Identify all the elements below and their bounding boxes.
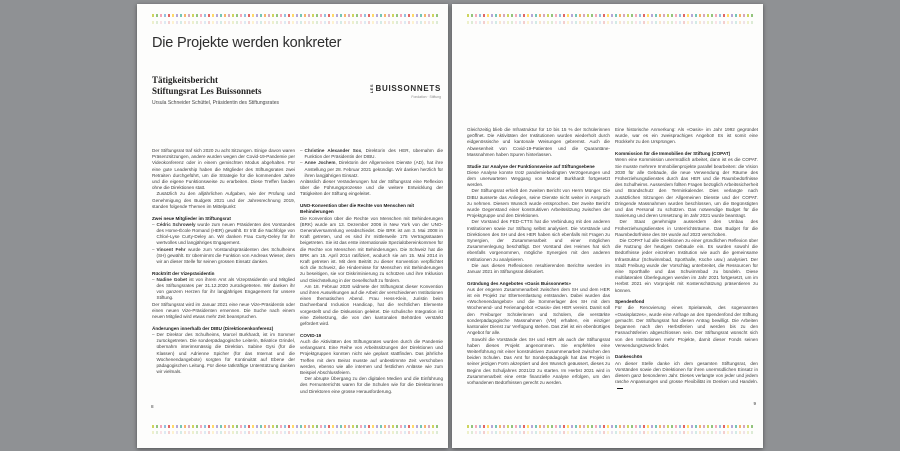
section-heading: Gründung des Angebotes «Oasis Buissonnets»: [467, 280, 571, 286]
confetti-rule-bottom-echo: [152, 431, 441, 434]
report-title-line2: Stiftungsrat Les Buissonnets: [152, 86, 262, 96]
page-number-left: 8: [151, 404, 154, 409]
logo-subtitle: Fondation · Stiftung: [411, 94, 441, 99]
logo-row: [370, 84, 441, 93]
confetti-rule-bottom: [467, 425, 756, 428]
paragraph: Auch die Aktivitäten des Stiftungsrates wurden durch die Pandemie verlangsamt. Eine Reihe von Arbeitssitzungen der Direktionen und Projektgruppen konnten nicht wie geplant stattfinden. Das jährliche Treffen mit dem Beirat musste auf unbestimmte Zeit verschoben werden, ebenso wie alle internen und festlichen Anlässe wie zum Beispiel Abschlussfeiern.: [300, 338, 443, 375]
bullet-item: – Nadine Gobet ist von ihrem Amt als Vizepräsidentin und Mitglied des Stiftungsrates per 31.12.2020 zurückgetreten. Wir danken ihr von ganzem Herzen für ihr langjähriges Engagement für unsere Stiftung.: [152, 276, 295, 301]
confetti-rule-top-echo: [467, 21, 756, 24]
bullet-item: – Der Direktor des Schulheims, Marcel Burkhardt, ist im Sommer zurückgetreten. Die sonderpädagogische Leiterin, Béatrice Grindel, übernahm interimsmässig die Direktion. Sabine Gysi (für die Klassen) und Adrienne Spicher (für das Internat und die Wochenendangebote) sorgten für Kontinuität auf Ebene der pädagogischen Leitung. Für diese tatkräftige Unterstützung danken wir vielmals.: [152, 331, 295, 375]
byline: Ursula Schneider Schüttel, Präsidentin des Stiftungsrates: [152, 100, 280, 106]
logo-wordmark: BUISSONNETS: [375, 84, 441, 94]
paragraph: Diese Analyse konnte trotz pandemiebedingten Verzögerungen und dem unerwarteten Weggang von Marcel Burkhardt fortgesetzt werden.: [467, 169, 610, 188]
section-heading: COVID-19: [300, 332, 322, 338]
paragraph: Der Vorstand des FED-CTTS hat die Verbindung mit den anderen Institutionen sowie zur Stiftung selbst analysiert. Die Vorstände und Direktionen des SH und des HER haben sich ebenfalls mit Fragen zu Synergien, der Zusammenarbeit und einer möglichen Zusammenlegung beschäftigt. Der Vorstand des Heimes hat sich ebenfalls vorgenommen, mögliche Synergien mit den anderen Institutionen zu analysieren.: [467, 219, 610, 262]
section-heading: Zwei neue Mitglieder im Stiftungsrat: [152, 215, 231, 221]
paragraph: Die aus diesen Reflexionen resultierenden Berichte werden im Januar 2021 im Stiftungsrat diskutiert.: [467, 262, 610, 274]
report-title: [152, 75, 262, 97]
section-heading: Dankeschön: [615, 354, 643, 360]
article-title: Die Projekte werden konkreter: [152, 35, 342, 51]
report-title-line1: Tätigkeitsbericht: [152, 75, 218, 85]
bullet-dash: –: [152, 331, 155, 337]
bullet-dash: –: [152, 276, 155, 282]
bullet-dash: –: [152, 246, 155, 252]
section-heading: Rücktritt der Vizepräsidentin: [152, 270, 215, 276]
bullet-dash: –: [300, 160, 303, 166]
paragraph: Wenn eine Kommission unermüdlich arbeitet, dann ist es die COPAT. Sie musste mehrere Immobilienprojekte parallel bearbeiten: die Vision 2030 für alle Gebäude, die neue Verwendung der Räume des Früherziehungsdienstes durch das HER und die Raumbedürfnisse des Schulheims. Ausserdem füllten Fragen bezüglich Arbeitssicherheit und Brandschutz den Terminkalender. Dies verlangte nach zusätzlichen Sitzungen der Allgemeinen Dienste und der COPAT. Dringende Massnahmen wurden beschlossen, um die Begünstigten und das Personal zu schützen. Das notwendige Budget für die Sanierung und deren Umsetzung im Jahr 2021 wurde beantragt.: [615, 157, 758, 219]
paragraph: An dieser Stelle danke ich dem gesamten Stiftungsrat, den Vorständen sowie den Direktionen für ihren unermüdlichen Einsatz in diesem ganz besonderen Jahr. Dieses verlangte von jeder und jedem rasche Anpassungen und grosse Flexibilität im Denken und Handeln.: [615, 361, 758, 392]
bullet-item: – Anne Jochem, Direktorin der Allgemeinen Dienste (AD), hat ihre Anstellung per 28. Februar 2021 gekündigt. Wir danken herzlich für ihren langjährigen Einsatz.: [300, 160, 443, 178]
paragraph: Anlässlich dieser Veränderungen hat der Stiftungsrat eine Reflexion über die Führungsprozesse und die weitere Entwicklung der Tätigkeiten der Stiftung eingeleitet.: [300, 179, 443, 197]
paragraph: Der Stiftungsrat erhielt den zweiten Bericht von Herrn Münger. Die DIBU äusserte das Anliegen, seine Dienste nicht weiter in Anspruch zu nehmen. Diesem Wunsch wurde entsprochen. Der zweite Bericht wurde Gegenstand einer konstruktiven Arbeitssitzung zwischen der Projektgruppe und den Direktionen.: [467, 188, 610, 219]
text-column-left-2: [300, 148, 443, 434]
paragraph: Für die Renovierung eines Spielareals, des sogenannten «Oasisplatzes», wurde eine Anfrage an den Spendenfond der Stiftung gemacht. Der Stiftungsrat hat diesen Antrag bewilligt. Die Arbeiten begannen nach den Herbstferien und werden bis zu den Fasnachtsferien abgeschlossen sein. Der Stiftungsrat wünscht sich von den Institutionen mehr Projekte, damit dieser Fonds seinen Verwendungszweck findet.: [615, 305, 758, 348]
confetti-rule-bottom-echo: [467, 431, 756, 434]
section-heading: Studie zur Analyse der Funktionsweise auf Stiftungsebene: [467, 163, 595, 169]
confetti-rule-top-echo: [152, 21, 441, 24]
les-buissonnets-logo: [370, 84, 441, 99]
bullet-item: – Vincent Fehr wurde zum Vorstandspräsidenten des Schulheims (SH) gewählt. Er übernimmt die Funktion von Andreas Wieser, dem wir an dieser Stelle für seinen grossen Einsatz danken.: [152, 246, 295, 264]
bullet-item: – Cédric Schrowely wurde zum neuen Präsidenten des Vorstandes des Home-École Romand (HER) gewählt. Er tritt die Nachfolge von Chloé-Lyse Curty-Deley an. Wir danken Frau Curty-Deley für ihr wertvolles und langjähriges Engagement.: [152, 221, 295, 246]
paragraph: Zusätzlich zu den alljährlichen Aufgaben, wie der Prüfung und Genehmigung des Budgets 2021 und der Jahresrechnung 2019, standen folgende Themen im Mittelpunkt:: [152, 191, 295, 209]
paragraph: Der abrupte Übergang zu den digitalen Medien und die Einführung des Fernunterrichts waren für die Schulen wie für die Direktorinnen und Direktoren eine grosse Herausforderung.: [300, 376, 443, 394]
page-left: [137, 4, 448, 448]
paragraph: Der Staat genehmigte ausserdem den Umbau des Früherziehungsdienstes in Unterrichtsräume. Das Budget für die Raumbedürfnisse des SH wurde auf 2023 verschoben.: [615, 219, 758, 237]
bullet-dash: –: [152, 221, 155, 227]
section-heading: Spendenfond: [615, 299, 645, 305]
section-heading: Änderungen innerhalb der DIBU (Direktionenkonferenz): [152, 325, 274, 331]
paragraph: Am 18. Februar 2020 widmete der Stiftungsrat dieser Konvention und ihren Auswirkungen auf die Arbeit der verschiedenen Institutionen einen thematischen Abend. Frau Hess-Klein, Juristin beim Dachverband Inclusion Handicap, hat die rechtlichen Elemente vorgestellt und die Diskussion geleitet. Die schulische Integration ist eine Zielsetzung, die von den kantonalen Behörden verstärkt gefördert wird.: [300, 283, 443, 326]
confetti-rule-top: [152, 14, 441, 17]
logo-les-vertical: LES: [369, 84, 374, 94]
text-column-right-2: [615, 127, 758, 433]
paragraph: Die Konvention über die Rechte von Menschen mit Behinderungen (BRK) wurde am 13. Dezember 2006 in New York von der UNO-Generalversammlung verabschiedet. Die BRK ist am 3. Mai 2008 in Kraft getreten, und es sind ihr mittlerweile 175 Vertragsstaaten beigetreten. Sie ist das erste internationale Spezialübereinkommen für die Rechte von Menschen mit Behinderungen. Die Schweiz hat die BRK am 15. April 2014 ratifiziert, wodurch sie am 15. Mai 2014 in Kraft getreten ist. Mit dem Beitritt zu dieser Konvention verpflichtet sich die Schweiz, die Hindernisse für Menschen mit Behinderungen zu beseitigen, sie vor Diskriminierung zu schützen und ihre Inklusion und Gleichstellung in der Gesellschaft zu fördern.: [300, 215, 443, 283]
page-number-right: 9: [753, 401, 756, 406]
section-heading: UNO-Konvention über die Rechte von Menschen mit Behinderungen: [300, 203, 415, 215]
paragraph: Die COPAT lud alle Direktionen zu einer gründlichen Reflexion über die Nutzung der heutigen Gebäude ein. Es wurden sowohl die Bedürfnisse jeder einzelnen Institution wie auch die gemeinsame Infrastruktur (Schwimmbad, Sporthalle, Küche usw.) analysiert. Der Stadt Freiburg wurde der Vorschlag unterbreitet, die Ressourcen für eine Sporthalle und das Schwimmbad zu bündeln. Diese multilateralen Überlegungen werden im Jahr 2021 fortgesetzt, um im Herbst 2021 ein Vorprojekt mit Kostenschätzung präsentieren zu können.: [615, 237, 758, 293]
paragraph: Aus der engeren Zusammenarbeit zwischen dem SH und dem HER ist ein Projekt zur Elternentlastung entstanden. Dabei wurden das «Wochenendangebot» und die Sommerlager des SH mit dem Wochenend- und Ferienangebot «Oasis» des HER vereint. Damit soll den Freiburger Schülerinnen und Schülern, die verstärkte sonderpädagogische Massnahmen (VM) erhalten, ein einziger kantonaler Dienst zur Verfügung stehen. Das Ziel ist ein ebenbürtiges Angebot für alle.: [467, 286, 610, 336]
text-column-right-1: [467, 127, 610, 433]
bullet-item: – Christine Alexander Sox, Direktorin des HER, übernahm die Funktion der Präsidentin der DIBU.: [300, 148, 443, 160]
confetti-rule-bottom: [152, 425, 441, 428]
paragraph: Der Stiftungsrat traf sich 2020 zu acht Sitzungen. Einige davon waren Präsenzsitzungen, andere wurden wegen der Covid-19-Pandemie per Videokonferenz oder in einem gemischten Modus abgehalten. Für eine gute Leadership haben die Mitglieder des Stiftungsrates zwei Retraiten durchgeführt, um die Strategie für die kommenden Jahre und die eigene Funktionsweise zu erarbeiten. Diese Treffen fanden ohne die Direktionen statt.: [152, 148, 295, 191]
paragraph: Eine historische Anmerkung: Als «Oasis» im Jahr 1992 gegründet wurde, war es ein zweisprachiges Angebot! Es ist somit eine Rückkehr zu den Ursprüngen.: [615, 127, 758, 145]
page-right: [452, 4, 763, 448]
paragraph: Gleichzeitig blieb die Infrastruktur für 10 bis 15 % der Schülerinnen geöffnet. Die Aktivitäten der Institutionen wurden wiederholt durch eidgenössische und kantonale Weisungen gebremst. Auch die Abwesenheit von Covid-19-Patienten und die Quarantäne-Massnahmen haben Spuren hinterlassen.: [467, 127, 610, 157]
paragraph: Der Stiftungsrat wird im Januar 2021 eine neue Vize-Präsidentin oder einen neuen Vize-Präsidenten ernennen. Die Suche nach einem neuen Mitglied wird etwas mehr Zeit beanspruchen.: [152, 301, 295, 320]
end-of-article-mark: [617, 388, 623, 389]
bullet-dash: –: [300, 148, 303, 153]
confetti-rule-top: [467, 14, 756, 17]
text-column-left-1: [152, 148, 295, 434]
paragraph: Sowohl die Vorstände des SH und HER als auch der Stiftungsrat haben dieses Projekt angenommen. Sie empfehlen eine Weiterführung mit einer konstruktiven Zusammenarbeit zwischen den beiden Schulen. Das Amt für Sonderpädagogik hat das Projekt in seiner jetzigen Form akzeptiert und den Wunsch geäussert, dieses zu Beginn des Schuljahres 2021/22 zu starten. Im Herbst 2021 wird in Zusammenarbeit eine erste finanzielle Analyse erfolgen, um den vorhandenen Bedürfnissen gerecht zu werden.: [467, 336, 610, 385]
section-heading: Kommission für die Immobilien der Stiftung (COPAT): [615, 151, 731, 157]
